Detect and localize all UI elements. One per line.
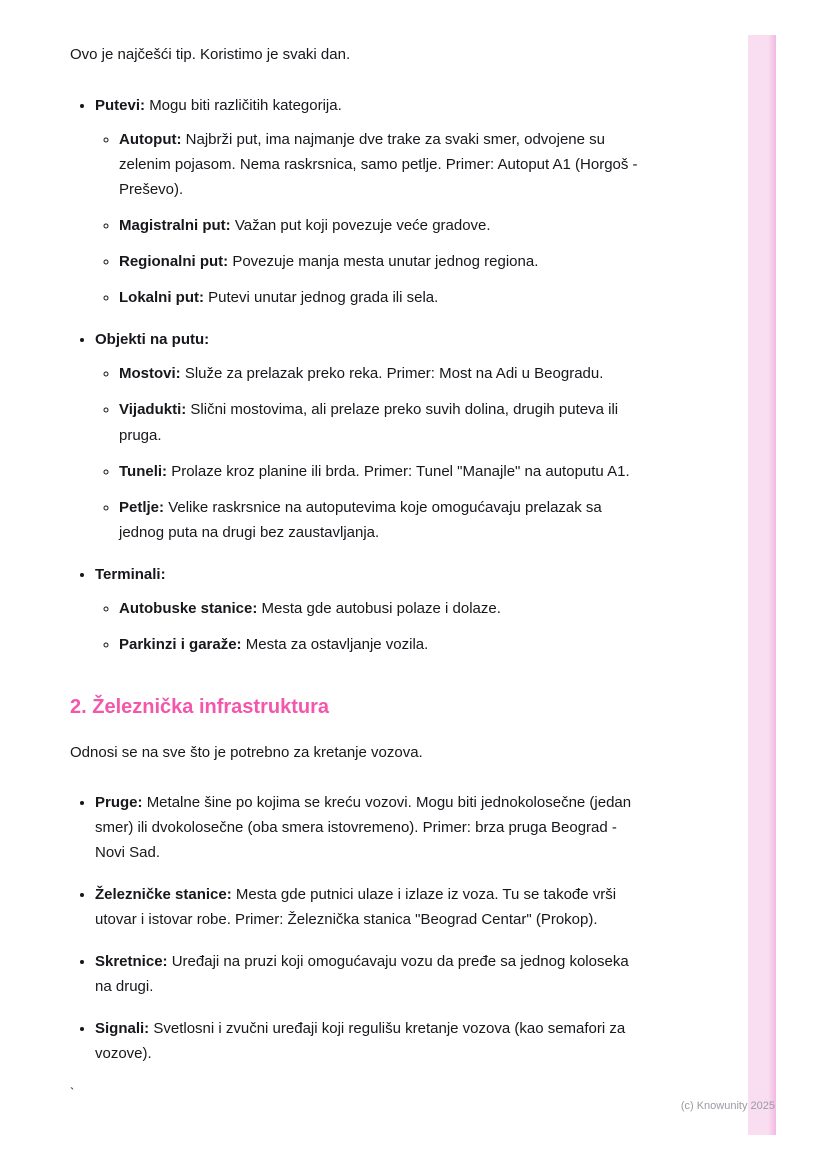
term-label: Lokalni put: [119,289,204,307]
term-description: Mesta gde autobusi polaze i dolaze. [261,599,501,617]
term-description: Uređaji na pruzi koji omogućavaju vozu da pređe sa jednog koloseka na drugi. [95,953,629,996]
term-label: Skretnice: [95,953,168,971]
term-description: Povezuje manja mesta unutar jednog regiona. [232,253,539,271]
list-item [95,949,642,999]
list-item [119,632,642,657]
list-item [119,596,642,621]
pink-page-edge-decoration [748,35,776,1135]
term-label: Signali: [95,1020,150,1038]
list-item [95,790,642,865]
sub-list [95,127,642,310]
term-description: Važan put koji povezuje veće gradove. [234,217,491,235]
term-label: Magistralni put: [119,217,231,235]
term-description: Mesta gde putnici ulaze i izlaze iz voza. Tu se takođe vrši utovar i istovar robe. Primer: Železnička stanica "Beograd Centar" (Prokop). [95,886,617,929]
railway-infrastructure-list [70,790,642,1066]
term-label: Terminali: [95,565,166,583]
list-item [119,397,642,447]
term-label: Pruge: [95,793,143,811]
term-label: Regionalni put: [119,253,229,271]
list-item [119,459,642,484]
section-2-intro: Odnosi se na sve što je potrebno za kretanje vozova. [70,743,423,761]
term-label: Železničke stanice: [95,886,232,904]
term-label: Vijadukti: [119,401,187,419]
term-description: Svetlosni i zvučni uređaji koji regulišu kretanje vozova (kao semafori za vozove). [95,1020,626,1063]
term-description: Mesta za ostavljanje vozila. [245,635,429,653]
list-item [119,127,642,202]
list-item [119,285,642,310]
list-item [95,562,642,657]
copyright-footer: (c) Knowunity 2025 [680,1100,775,1112]
term-label: Objekti na putu: [95,331,210,349]
list-item [95,1016,642,1066]
road-infrastructure-list [70,93,642,657]
term-description: Putevi unutar jednog grada ili sela. [208,289,439,307]
term-label: Mostovi: [119,365,181,383]
term-description: Prolaze kroz planine ili brda. Primer: Tunel "Manajle" na autoputu A1. [171,462,630,480]
list-item [95,882,642,932]
term-label: Autoput: [119,131,182,149]
intro-paragraph: Ovo je najčešći tip. Koristimo je svaki dan. [70,46,351,63]
list-item [119,495,642,545]
term-description: Mogu biti različitih kategorija. [149,97,342,115]
stray-character: ` [70,1085,75,1101]
term-description: Metalne šine po kojima se kreću vozovi. Mogu biti jednokolosečne (jedan smer) ili dvokolosečne (oba smera istovremeno). Primer: brza pruga Beograd - Novi Sad. [95,793,632,861]
list-item [119,361,642,386]
term-description: Najbrži put, ima najmanje dve trake za svaki smer, odvojene su zelenim pojasom. Nema raskrsnica, samo petlje. Primer: Autoput A1 (Horgoš - Preševo). [119,131,638,199]
sub-list [95,596,642,657]
list-item [95,93,642,310]
list-item [95,327,642,544]
term-description: Velike raskrsnice na autoputevima koje omogućavaju prelazak sa jednog puta na drugi bez zaustavljanja. [119,498,602,541]
term-label: Parkinzi i garaže: [119,635,242,653]
term-label: Autobuske stanice: [119,599,258,617]
list-item [119,213,642,238]
term-description: Služe za prelazak preko reka. Primer: Most na Adi u Beogradu. [184,365,604,383]
list-item [119,249,642,274]
section-2-heading: 2. Železnička infrastruktura [70,695,329,718]
term-description: Slični mostovima, ali prelaze preko suvih dolina, drugih puteva ili pruga. [119,401,619,444]
document-content [70,42,642,1104]
term-label: Petlje: [119,498,165,516]
sub-list [95,361,642,544]
term-label: Putevi: [95,97,146,115]
term-label: Tuneli: [119,462,168,480]
